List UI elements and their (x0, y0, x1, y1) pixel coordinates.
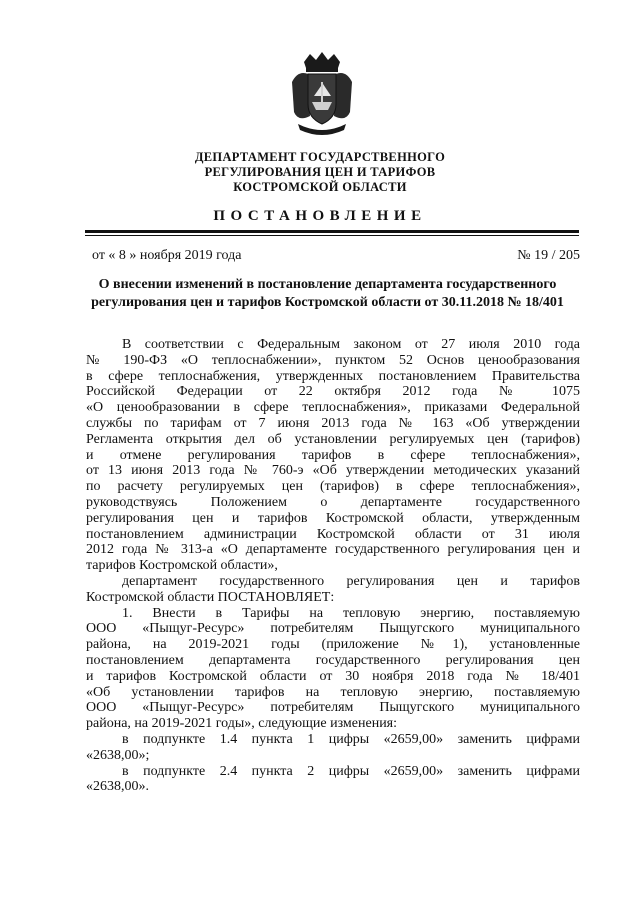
body-line: Регламента открытия дел об установлении регулируемых цен (тарифов) (86, 431, 580, 447)
body-line: от 13 июня 2013 года № 760-э «Об утверждении методических указаний (86, 463, 580, 479)
body-line: постановлением департамента государственного регулирования цен (86, 652, 580, 668)
body-line: ООО «Пыщуг-Ресурс» потребителям Пыщугского муниципального (86, 621, 580, 637)
body-line: и тарифов Костромской области от 30 ноября 2018 года № 18/401 (86, 668, 580, 684)
department-line-1: ДЕПАРТАМЕНТ ГОСУДАРСТВЕННОГО (194, 150, 446, 164)
body-line: в подпункте 2.4 пункта 2 цифры «2659,00» заменить цифрами (122, 763, 580, 779)
body-line: регулирования цен и тарифов Костромской области, утвержденным (86, 510, 580, 526)
body-line: руководствуясь Положением о департаменте государственного (86, 494, 580, 510)
body-line: департамент государственного регулирования цен и тарифов (122, 573, 580, 589)
body-line: Российской Федерации от 22 октября 2012 года № 1075 (86, 384, 580, 400)
body-line: 1. Внести в Тарифы на тепловую энергию, поставляемую (122, 605, 580, 621)
body-line: службы по тарифам от 7 июня 2013 года № 163 «Об утверждении (86, 415, 580, 431)
header-divider-thin (85, 235, 579, 236)
subject-line-1: О внесении изменений в постановление департамента государственного (98, 277, 557, 292)
body-line: ООО «Пыщуг-Ресурс» потребителям Пыщугского муниципального (86, 700, 580, 716)
document-date: от « 8 » ноября 2019 года (92, 248, 242, 263)
department-line-2: РЕГУЛИРОВАНИЯ ЦЕН И ТАРИФОВ (204, 165, 436, 179)
body-line: по расчету регулируемых цен (тарифов) в сфере теплоснабжения», (86, 479, 580, 495)
body-line: «2638,00»; (86, 747, 150, 763)
department-line-3: КОСТРОМСКОЙ ОБЛАСТИ (233, 180, 407, 194)
body-line: 2012 года № 313-а «О департаменте государственного регулирования цен и (86, 542, 580, 558)
document-subject (75, 276, 580, 312)
document-number: № 19 / 205 (517, 248, 580, 263)
body-line: «Об установлении тарифов на тепловую энергию, поставляемую (86, 684, 580, 700)
body-line: в подпункте 1.4 пункта 1 цифры «2659,00» заменить цифрами (122, 731, 580, 747)
body-line: Костромской области ПОСТАНОВЛЯЕТ: (86, 589, 335, 605)
document-body (86, 337, 580, 795)
header-divider-thick (85, 230, 579, 233)
body-line: № 190-ФЗ «О теплоснабжении», пунктом 52 Основ ценообразования (86, 352, 580, 368)
body-line: района, на 2019-2021 годы (приложение №1), установленные (86, 637, 580, 653)
subject-line-2: регулирования цен и тарифов Костромской области от 30.11.2018 № 18/401 (91, 295, 564, 310)
body-line: и отмене регулирования тарифов в сфере теплоснабжения», (86, 447, 580, 463)
document-type-title: ПОСТАНОВЛЕНИЕ (213, 208, 427, 224)
body-line: района, на 2019-2021 годы», следующие изменения: (86, 716, 398, 732)
body-line: «О ценообразовании в сфере теплоснабжения», приказами Федеральной (86, 400, 580, 416)
department-name (120, 150, 520, 195)
body-line: в сфере теплоснабжения, утвержденных постановлением Правительства (86, 368, 580, 384)
body-line: постановлением администрации Костромской области от 31 июля (86, 526, 580, 542)
body-line: тарифов Костромской области», (86, 558, 278, 574)
body-line: В соответствии с Федеральным законом от 27 июля 2010 года (122, 337, 580, 352)
body-line: «2638,00». (86, 779, 149, 795)
kostroma-coat-of-arms-icon (290, 52, 354, 136)
